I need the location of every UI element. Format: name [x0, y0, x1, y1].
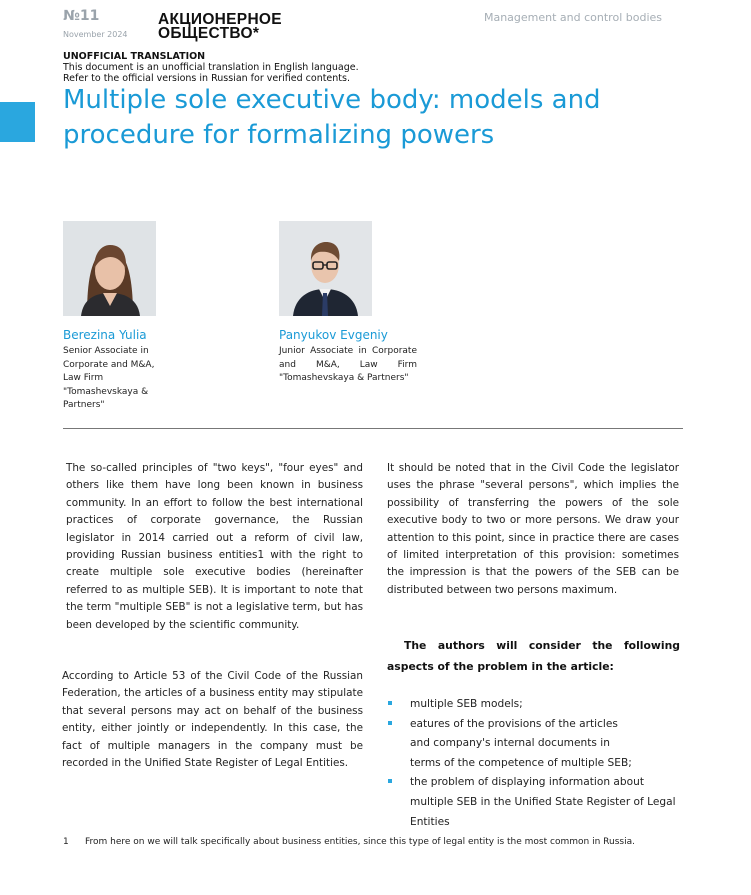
author-name-berezina: Berezina Yulia	[63, 328, 147, 342]
author-name-panyukov: Panyukov Evgeniy	[279, 328, 388, 342]
translation-notice	[63, 51, 359, 84]
logo-line-2: ОБЩЕСТВО*	[158, 25, 260, 42]
footnote-text: From here on we will talk specifically about business entities, since this type of legal entity is the most common in Russia.	[85, 837, 635, 847]
author-photo-panyukov	[279, 221, 372, 316]
section-label: Management and control bodies	[483, 11, 662, 24]
author-photo-berezina	[63, 221, 156, 316]
section-divider	[63, 428, 683, 429]
list-item: the problem of displaying information about multiple SEB in the Unified State Register of Legal Entities	[387, 773, 690, 832]
author-role-panyukov: Junior Associate in Corporate and M&A, Law Firm "Tomashevskaya & Partners"	[279, 346, 417, 383]
footnote-number: 1	[63, 837, 69, 847]
aspects-list	[387, 695, 687, 832]
footnote	[63, 837, 635, 847]
notice-line-1: This document is an unofficial translation in English language.	[63, 62, 359, 73]
author-role-berezina: Senior Associate in Corporate and M&A, Law Firm "Tomashevskaya & Partners"	[63, 346, 155, 410]
body-paragraph-3: It should be noted that in the Civil Code the legislator uses the phrase "several persons", which implies the possibility of transferring the powers of the sole executive body to two or more persons. We draw your attention to this point, since in practice there are cases of limited interpretation of this provision: sometimes the impression is that the powers of the SEB can be distributed between two persons maximum.	[387, 462, 679, 596]
body-paragraph-1: The so-called principles of "two keys", "four eyes" and others like them have long been known in business community. In an effort to follow the best international practices of corporate governance, the Russian legislator in 2014 carried out a reform of civil law, providing Russian business entities1 with the right to create multiple sole executive bodies (hereinafter referred to as multiple SEB). It is important to note that the term "multiple SEB" is not a legislative term, but has been developed by the scientific community.	[66, 462, 363, 631]
journal-logo	[158, 13, 282, 41]
issue-date: November 2024	[63, 30, 128, 39]
aspects-lead: The authors will consider the following aspects of the problem in the article:	[387, 639, 680, 673]
list-item: eatures of the provisions of the articles and company's internal documents in terms of the competence of multiple SEB;	[387, 715, 640, 774]
notice-line-2: Refer to the official versions in Russian for verified contents.	[63, 73, 350, 84]
body-paragraph-2: According to Article 53 of the Civil Code of the Russian Federation, the articles of a business entity may stipulate that several persons may act on behalf of the business entity, either jointly or independently. In this case, the fact of multiple managers in the company must be recorded in the Unified State Register of Legal Entities.	[62, 670, 363, 770]
accent-bar	[0, 102, 35, 142]
article-title: Multiple sole executive body: models and procedure for formalizing powers	[63, 85, 601, 150]
logo-line-1: АКЦИОНЕРНОЕ	[158, 11, 282, 28]
list-item: multiple SEB models;	[387, 695, 687, 715]
notice-heading: UNOFFICIAL TRANSLATION	[63, 51, 206, 62]
issue-number: №11	[63, 8, 100, 24]
